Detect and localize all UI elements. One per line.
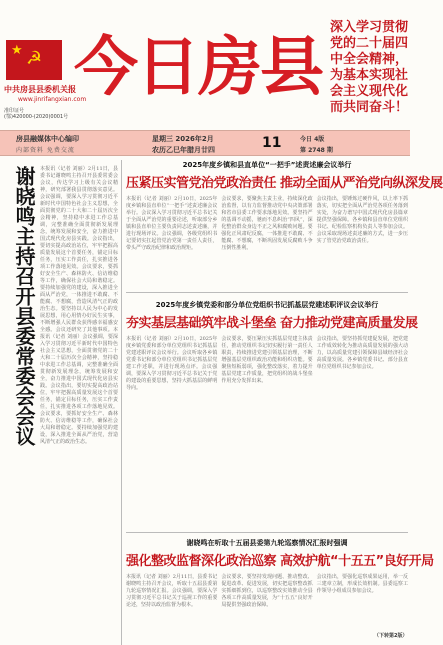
article-2-col-2: 会议要求，要压紧压实抓基层党建主体责任，推动党组织书记切实履行第一责任人职责，持续推进党建引领基层治理，不断增强基层党组织政治功能和组织功能。要聚焦短板弱项，强化整改落实，着力提升基层党建工作质量，把党组织的战斗堡垒作用充分发挥出来。 bbox=[221, 336, 313, 384]
article-3-col-2: 会议要求，要坚持发现问题、推动整改、促进改革、促进发展，切实把巡察整改抓实抓细抓到位，以巡察整改实效推动全县各项工作高质量发展，为“十五五”良好开局提供坚强政治保障。 bbox=[221, 574, 313, 608]
paper-title-text: 今日房县 bbox=[74, 30, 322, 105]
section-divider bbox=[126, 532, 408, 533]
article-1-col-3: 会议指出，要锤炼过硬作风，以上率下抓落实，切实把全面从严治党各项任务落到实处，为奋力谱写中国式现代化房县篇章提供坚强保障。各乡镇和县直单位党组织书记、纪检监察机构负责人等参加会议。会议采取现场述责述廉的方式，进一步压实了管党治党政治责任。 bbox=[316, 196, 408, 244]
lead-story bbox=[0, 160, 122, 645]
section-divider bbox=[126, 292, 408, 293]
continued-note: （下转第2版） bbox=[374, 633, 408, 639]
article-2-kicker: 2025年度乡镇党委和部分单位党组织书记抓基层党建述职评议会议举行 bbox=[155, 301, 379, 309]
article-3-kicker: 谢晓鸣在听取十五届县委第九轮巡察情况汇报时强调 bbox=[186, 539, 348, 547]
star-icon: ★ bbox=[11, 43, 23, 58]
party-flag-icon bbox=[6, 40, 62, 80]
article-3 bbox=[126, 538, 434, 642]
issue-info-line: 准印证号 (鄂)420000-(2020)0001号 bbox=[4, 108, 69, 120]
article-1-kicker: 2025年度乡镇和县直单位“一把手”述责述廉会议举行 bbox=[182, 161, 352, 169]
article-1-col-2: 会议要求，要聚焦主责主业，持续深化政治监督，以有力监督推动党中央决策部署和省市县委工作要求落地见效。要坚持严的基调不动摇，驰而不息纠治“四风”，深化整治群众身边不正之风和腐败问题。要强化正风肃纪反腐，一体推进不敢腐、不能腐、不想腐，不断巩固发展反腐败斗争压倒性胜利。 bbox=[221, 196, 313, 251]
site-url[interactable]: www.jinrifangxian.com bbox=[18, 96, 87, 103]
article-3-col-1: 本报讯（记者 刘丽）2月11日，县委书记谢晓鸣主持召开会议，听取十五届县委第九轮巡察情况汇报。会议强调，要深入学习贯彻习近平总书记关于巡视工作的重要论述，坚持以政治监督为根本。 bbox=[126, 574, 218, 608]
info-bar bbox=[0, 130, 410, 156]
article-1-headline[interactable]: 压紧压实管党治党政治责任 推动全面从严治党向纵深发展 bbox=[126, 176, 443, 191]
publisher-motto: 内部资料 免费交流 bbox=[16, 147, 75, 154]
page-number: 11 bbox=[262, 135, 282, 151]
article-2-col-3: 会议指出，要坚持抓党建促发展，把党建工作成效转化为推动高质量发展的强大动力，以高质量党建引领保障县域经济社会高质量发展。各乡镇党委书记、部分县直单位党组织书记参加会议。 bbox=[316, 336, 408, 370]
article-2-body bbox=[126, 336, 408, 532]
article-2-col-1: 本报讯（记者 刘丽）2月10日，2025年度乡镇党委和部分单位党组织书记抓基层党建述职评议会议举行。会议听取各乡镇党委书记和部分单位党组织书记抓基层党建工作述职，并进行现场点评。会议强调，要深入学习贯彻习近平总书记关于党的建设的重要思想，坚持大抓基层的鲜明导向。 bbox=[126, 336, 218, 391]
issue-date: 星期三 2026年2月 bbox=[152, 135, 214, 143]
page-count: 今日 4版 bbox=[300, 136, 325, 143]
hammer-sickle-icon: ☭ bbox=[26, 48, 43, 69]
article-3-col-3: 会议指出，要强化巡察成果运用，举一反三建章立制，形成长效机制。县委巡察工作领导小组成员参加会议。 bbox=[316, 574, 408, 594]
paper-title bbox=[72, 18, 324, 118]
article-3-body bbox=[126, 574, 408, 644]
article-2-headline[interactable]: 夯实基层基础筑牢战斗堡垒 奋力推动党建高质量发展 bbox=[126, 316, 418, 331]
lead-body: 本报讯（记者 刘丽）2月11日，县委书记谢晓鸣主持召开县委常委会会议，传达学习上级有关会议精神，研究部署我县贯彻落实意见。会议强调，要深入学习贯彻习近平新时代中国特色社会主义思想，全面贯彻党的二十大和二十届历次全会精神，坚持稳中求进工作总基调，完整准确全面贯彻新发展理念，统筹发展和安全，奋力推进中国式现代化房县实践。会议指出，要切实提高政治站位，牢牢把握高质量发展这个首要任务，锚定目标任务，压实工作责任，扎实推进各项工作落地见效。会议要求，要抓好安全生产、森林防火、信访维稳等工作，确保社会大局和谐稳定。要持续加强党的建设，深入推进全面从严治党，一体推进不敢腐、不能腐、不想腐，营造风清气正的政治生态。要坚持以人民为中心的发展思想，用心用情办好民生实事，不断增强人民群众获得感幸福感安全感。会议还研究了其他事项。本报讯（记者 刘丽）会议强调，要深入学习贯彻习近平新时代中国特色社会主义思想，全面贯彻党的二十大和二十届历次全会精神，坚持稳中求进工作总基调，完整准确全面贯彻新发展理念，统筹发展和安全，奋力推进中国式现代化房县实践。会议指出，要切实提高政治站位，牢牢把握高质量发展这个首要任务，锚定目标任务，压实工作责任，扎实推进各项工作落地见效。会议要求，要抓好安全生产、森林防火、信访维稳等工作，确保社会大局和谐稳定。要持续加强党的建设，深入推进全面从严治党，营造风清气正的政治生态。 bbox=[40, 166, 118, 445]
masthead bbox=[0, 0, 410, 130]
lead-headline[interactable]: 谢晓鸣主持召开县委常委会会议 bbox=[12, 166, 36, 446]
lunar-date: 农历乙巳年腊月廿四 bbox=[152, 146, 215, 154]
issue-total: 第 2748 期 bbox=[300, 147, 333, 154]
slogan: 深入学习贯彻党的二十届四中全会精神，为基本实现社会主义现代化而共同奋斗！ bbox=[330, 20, 409, 115]
article-1-body bbox=[126, 196, 408, 296]
party-label: 中共房县县委机关报 bbox=[4, 85, 76, 94]
publisher-org: 房县融媒体中心编印 bbox=[16, 135, 79, 143]
article-3-headline[interactable]: 强化整改监督深化政治巡察 高效护航“十五五”良好开局 bbox=[126, 554, 434, 569]
article-1 bbox=[126, 160, 443, 288]
issue-info bbox=[4, 108, 68, 120]
article-1-col-1: 本报讯（记者 刘丽）2月10日，2025年度乡镇和县直单位“一把手”述责述廉会议举行。会议深入学习贯彻习近平总书记关于全面从严治党的重要论述，听取部分乡镇和县直单位主要负责同志述责述廉，并进行现场评议。会议强调，各级党组织书记要切实扛起管党治党第一责任人责任，带头严守政治纪律和政治规矩。 bbox=[126, 196, 218, 251]
article-2 bbox=[126, 300, 418, 528]
